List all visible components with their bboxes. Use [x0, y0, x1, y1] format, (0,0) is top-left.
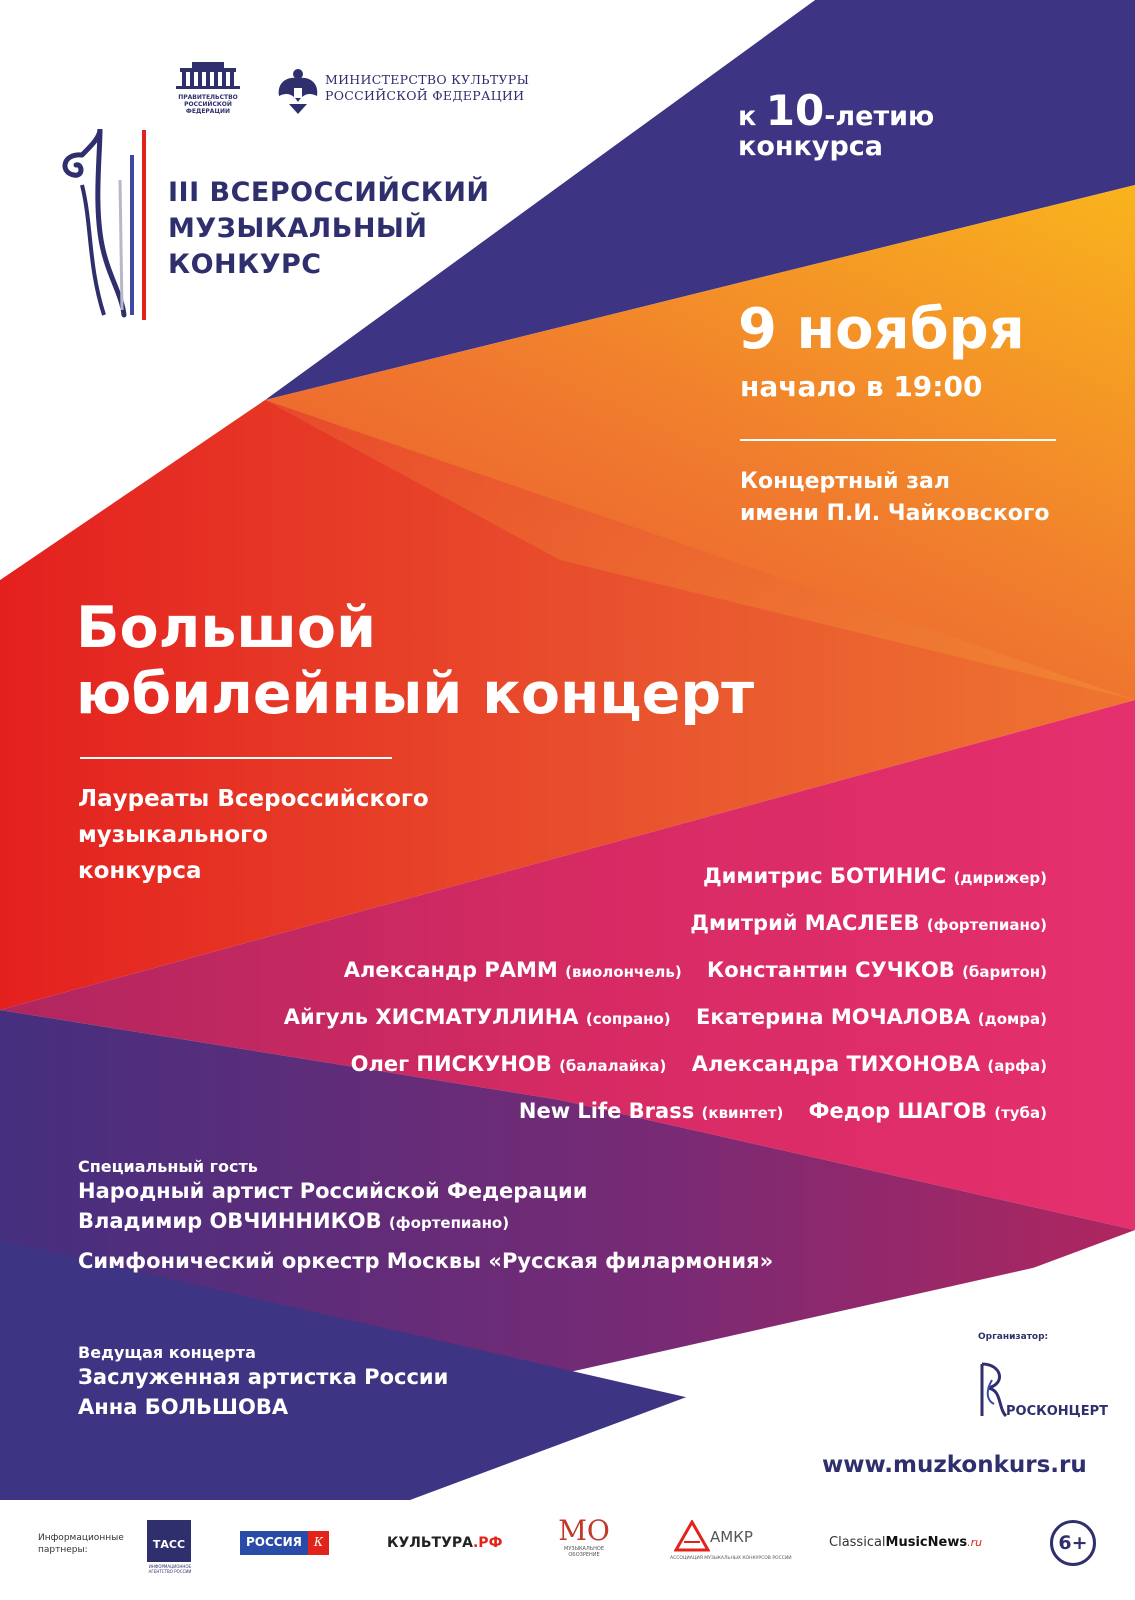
- performer-role: (виолончель): [565, 963, 682, 981]
- organizer-label: Организатор:: [978, 1332, 1049, 1342]
- special-guest-block: [78, 1157, 773, 1276]
- special-guest-role: (фортепиано): [388, 1214, 510, 1232]
- host-block: [78, 1343, 448, 1422]
- performer-role: (арфа): [987, 1057, 1047, 1075]
- performer-row-6: [519, 1099, 1047, 1123]
- performer-row-5: [351, 1052, 1047, 1076]
- performer-name: Айгуль ХИСМАТУЛЛИНА: [283, 1005, 579, 1029]
- website-link[interactable]: www.muzkonkurs.ru: [822, 1452, 1087, 1478]
- performer-role: (фортепиано): [926, 916, 1047, 934]
- host-label: Ведущая концерта: [78, 1343, 256, 1362]
- performer-role: (дирижер): [953, 869, 1047, 887]
- special-guest-name: Владимир ОВЧИННИКОВ: [78, 1209, 382, 1233]
- performer-name: Федор ШАГОВ: [808, 1099, 987, 1123]
- performer-row-3: [344, 958, 1047, 982]
- special-guest-label: Специальный гость: [78, 1157, 258, 1176]
- mo-name: МО: [558, 1514, 610, 1547]
- competition-line-1: III ВСЕРОССИЙСКИЙ: [168, 177, 490, 208]
- venue-line-2: имени П.И. Чайковского: [740, 501, 1050, 526]
- performer-row-1: [703, 864, 1047, 888]
- tass-logo: [147, 1520, 191, 1562]
- performer-name: Александр РАММ: [343, 958, 558, 982]
- cmn-part-3: .ru: [967, 1536, 983, 1549]
- partners-footer: [0, 1500, 1135, 1600]
- amkr-name: АМКР: [710, 1528, 753, 1546]
- tass-sub: ИНФОРМАЦИОННОЕ АГЕНТСТВО РОССИИ: [148, 1564, 192, 1574]
- ministry-name: [325, 72, 529, 104]
- tass-name: ТАСС: [152, 1538, 186, 1551]
- divider-headline: [80, 757, 392, 759]
- performer-role: (домра): [977, 1010, 1047, 1028]
- mo-sub: МУЗЫКАЛЬНОЕ ОБОЗРЕНИЕ: [564, 1546, 604, 1558]
- rossiya-k: К: [308, 1531, 329, 1555]
- subtitle-line-3: конкурса: [78, 858, 202, 884]
- laureates-subtitle: [78, 781, 429, 889]
- competition-line-2: МУЗЫКАЛЬНЫЙ: [168, 213, 428, 244]
- venue-line-1: Концертный зал: [740, 469, 950, 494]
- event-venue: [740, 466, 1050, 530]
- performer-role: (квинтет): [701, 1104, 784, 1122]
- performer-name: Дмитрий МАСЛЕЕВ: [690, 911, 920, 935]
- kultura-name: КУЛЬТУРА: [387, 1535, 473, 1551]
- headline-line-2: юбилейный концерт: [76, 661, 755, 727]
- headline-line-1: Большой: [76, 595, 377, 661]
- performer-name: Екатерина МОЧАЛОВА: [695, 1005, 971, 1029]
- host-title: Заслуженная артистка России: [78, 1365, 449, 1389]
- concert-headline: [76, 595, 754, 727]
- anniversary-suffix: -летию: [824, 101, 935, 132]
- divider-venue: [740, 439, 1056, 441]
- performer-role: (баритон): [962, 963, 1047, 981]
- rossiya-k-logo: [240, 1531, 329, 1555]
- kultura-domain: .РФ: [472, 1535, 503, 1551]
- mo-logo: [549, 1516, 619, 1558]
- subtitle-line-2: музыкального: [78, 822, 268, 848]
- performer-role: (балалайка): [559, 1057, 667, 1075]
- classical-music-news-logo: [829, 1535, 982, 1550]
- government-logo: [172, 60, 244, 115]
- performer-role: (туба): [994, 1104, 1047, 1122]
- performer-role: (сопрано): [585, 1010, 671, 1028]
- competition-title: [168, 175, 490, 283]
- government-building-icon: [172, 60, 244, 90]
- partners-label-line-1: Информационные: [38, 1533, 124, 1543]
- competition-line-3: КОНКУРС: [168, 249, 322, 280]
- cmn-part-1: Classical: [829, 1535, 886, 1550]
- performer-row-2: [690, 911, 1047, 935]
- ministry-line-1: МИНИСТЕРСТВО КУЛЬТУРЫ: [325, 72, 530, 87]
- performer-name: Димитрис БОТИНИС: [702, 864, 947, 888]
- partners-label: [38, 1532, 124, 1556]
- performer-name: Константин СУЧКОВ: [707, 958, 955, 982]
- ministry-line-2: РОССИЙСКОЙ ФЕДЕРАЦИИ: [325, 88, 525, 103]
- violin-scroll-logo-icon: [52, 125, 162, 325]
- rosconcert-logo: [976, 1360, 1109, 1430]
- host-name: Анна БОЛЬШОВА: [78, 1395, 289, 1419]
- performer-name: Александра ТИХОНОВА: [691, 1052, 981, 1076]
- amkr-sub: АССОЦИАЦИЯ МУЗЫКАЛЬНЫХ КОНКУРСОВ РОССИИ: [670, 1556, 792, 1561]
- orchestra-name: Симфонический оркестр Москвы «Русская филармония»: [78, 1249, 774, 1273]
- special-guest-title: Народный артист Российской Федерации: [78, 1179, 588, 1203]
- age-rating-badge: 6+: [1050, 1520, 1096, 1566]
- anniversary-number: 10: [765, 86, 825, 135]
- event-date: 9 ноября: [738, 297, 1025, 362]
- eagle-emblem-icon: [275, 66, 327, 118]
- cmn-part-2: MusicNews: [885, 1535, 968, 1550]
- amkr-pyramid-icon: [674, 1520, 710, 1552]
- rossiya-name: РОССИЯ: [240, 1531, 308, 1555]
- anniversary-text: [738, 86, 935, 162]
- subtitle-line-1: Лауреаты Всероссийского: [78, 786, 429, 812]
- anniversary-prefix: к: [738, 101, 757, 132]
- performer-row-4: [284, 1005, 1047, 1029]
- government-label: ПРАВИТЕЛЬСТВО РОССИЙСКОЙ ФЕДЕРАЦИИ: [178, 94, 238, 115]
- performer-name: New Life Brass: [518, 1099, 695, 1123]
- kultura-rf-logo: [387, 1535, 502, 1551]
- partners-label-line-2: партнеры:: [38, 1545, 88, 1555]
- anniversary-line-2: конкурса: [738, 131, 884, 162]
- rosconcert-name: РОСКОНЦЕРТ: [1006, 1404, 1109, 1419]
- event-time: начало в 19:00: [740, 370, 983, 403]
- performer-name: Олег ПИСКУНОВ: [350, 1052, 552, 1076]
